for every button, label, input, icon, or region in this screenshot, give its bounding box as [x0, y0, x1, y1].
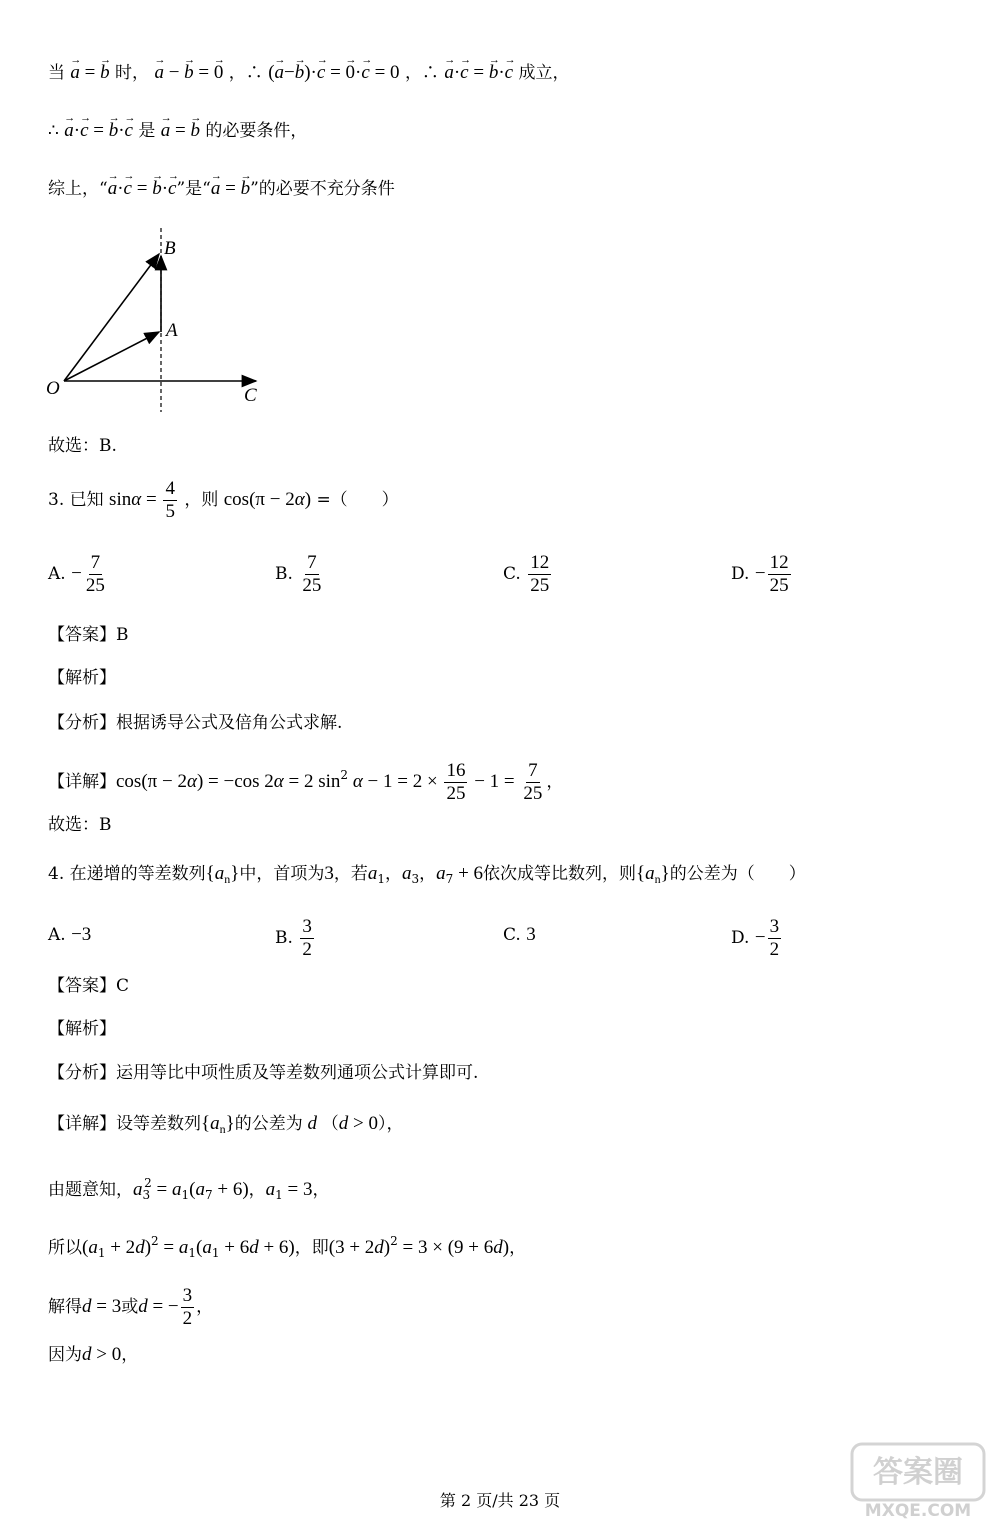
question-number: 3.: [48, 490, 65, 510]
text: 当: [48, 63, 65, 83]
q3-option-d[interactable]: [731, 552, 793, 597]
fraction: $\frac{4}{5}$: [165, 478, 175, 522]
fraction: $\frac{12}{25}$: [769, 552, 789, 596]
tag: 【详解】: [48, 772, 116, 792]
q4-stem: 4. 在递增的等差数列$\{a_n\}$中，首项为3，若$a_1$，$a_3$，$a_7 + 6$依次成等比数列，则$\{a_n\}$的公差为（ ）: [48, 863, 806, 886]
text: ∴: [48, 121, 59, 141]
fraction: $\frac{3}{2}$: [182, 1285, 193, 1329]
question-number: 4.: [48, 864, 65, 884]
q4-option-a[interactable]: [48, 922, 91, 948]
q4-fenxi: 【分析】运用等比中项性质及等差数列通项公式计算即可.: [48, 1063, 479, 1083]
text: 成立，: [518, 63, 570, 83]
option-label: A.: [48, 925, 66, 945]
text-line: 综上，“→ a·→ c = → b·→ c”是“→ a = → b”的必要不充分条件: [48, 176, 395, 202]
q3-detail: 【详解】cos(π − 2α) = −cos 2α = 2 $\sin^2 \alpha - 1 = 2$ × $\frac{16}{25}$ − 1 = $\frac{7}{25}$ ，: [48, 760, 564, 804]
text: 的必要条件，: [205, 121, 308, 141]
fraction: $\frac{7}{25}$: [85, 552, 105, 596]
q4-analysis-tag: 【解析】: [48, 1019, 116, 1039]
option-sign: −: [71, 563, 82, 584]
label-c: C: [244, 385, 257, 406]
q3-conclusion: 故选：B: [48, 815, 112, 835]
q4-option-c[interactable]: [503, 922, 536, 948]
q4-line5: 因为d > 0，: [48, 1344, 139, 1365]
page-footer: 第 2 页/共 23 页: [439, 1491, 561, 1510]
text-line: ∴ → a·→ c = → b·→ c 是 → a = → b 的必要条件，: [48, 118, 307, 144]
option-label: D.: [731, 564, 750, 584]
q3-stem: 3. 已知 sinα = $\frac{4}{5}$ ，则 cos(π − 2α) =（ ）: [48, 478, 399, 522]
option-label: D.: [731, 928, 750, 948]
fraction: $\frac{12}{25}$: [530, 552, 550, 596]
q4-line4: 解得d = 3或d = − $\frac{3}{2}$ ，: [48, 1285, 214, 1329]
q4-line2: 由题意知，$a_3^2 = a_1(a_7 + 6)$，$a_1 = 3$，: [48, 1176, 330, 1202]
text: ，则: [184, 490, 219, 510]
text: 是: [138, 121, 156, 141]
label-o: O: [46, 378, 60, 399]
q4-option-b[interactable]: [275, 916, 316, 961]
label-b: B: [164, 238, 176, 259]
fraction: $\frac{7}{25}$: [302, 552, 322, 596]
option-label: B.: [275, 928, 293, 948]
option-sign: −: [754, 563, 766, 584]
text: ，∴: [228, 63, 263, 83]
fraction: $\frac{7}{25}$: [523, 760, 543, 804]
q3-fenxi: 【分析】根据诱导公式及倍角公式求解.: [48, 713, 343, 733]
option-label: C.: [503, 564, 521, 584]
q3-option-b[interactable]: [275, 552, 325, 597]
q3-analysis-tag: 【解析】: [48, 668, 116, 688]
q2-conclusion: 故选：B.: [48, 436, 117, 456]
q4-line3: 所以$(a_1 + 2d)^2 = a_1(a_1 + 6d + 6)$，即$(3 + 2d)^2 = 3 \times (9 + 6d)$，: [48, 1234, 527, 1260]
q3-option-c[interactable]: [503, 552, 553, 597]
label-a: A: [166, 320, 178, 341]
vector-oa: [64, 332, 159, 381]
option-label: A.: [48, 564, 66, 584]
q3-option-a[interactable]: [48, 552, 109, 597]
text: ”的必要不充分条件: [250, 179, 395, 199]
vector-ob: [64, 254, 159, 381]
text: ，∴: [404, 63, 439, 83]
q4-answer: 【答案】C: [48, 976, 130, 996]
fraction: $\frac{3}{2}$: [302, 916, 312, 960]
q4-option-d[interactable]: [731, 916, 783, 961]
q4-detail: 【详解】设等差数列$\{a_n\}$的公差为 d （d > 0），: [48, 1113, 404, 1136]
fraction: $\frac{16}{25}$: [446, 760, 466, 804]
text: ”是“: [176, 179, 211, 199]
text: 已知: [69, 490, 104, 510]
option-value: −3: [71, 924, 92, 945]
text: 综上，“: [48, 179, 108, 199]
option-value: 3: [526, 924, 536, 945]
fraction: $\frac{3}{2}$: [769, 916, 780, 960]
text-line: 当 → a = → b 时， → a − → b = → 0 ，∴ (→ a−→ b)·→ c = → 0·→ c = 0 ，∴ → a·→ c = → b·→ c 成立，: [48, 60, 570, 86]
option-sign: −: [754, 927, 766, 948]
vector-figure: [40, 222, 280, 418]
option-label: C.: [503, 925, 521, 945]
text: =（ ）: [316, 490, 399, 510]
q3-answer: 【答案】B: [48, 625, 129, 645]
svg-text:MXQE.COM: MXQE.COM: [864, 1501, 972, 1520]
text: 时，: [115, 63, 150, 83]
svg-text:答案圈: 答案圈: [873, 1455, 963, 1490]
option-label: B.: [275, 564, 293, 584]
